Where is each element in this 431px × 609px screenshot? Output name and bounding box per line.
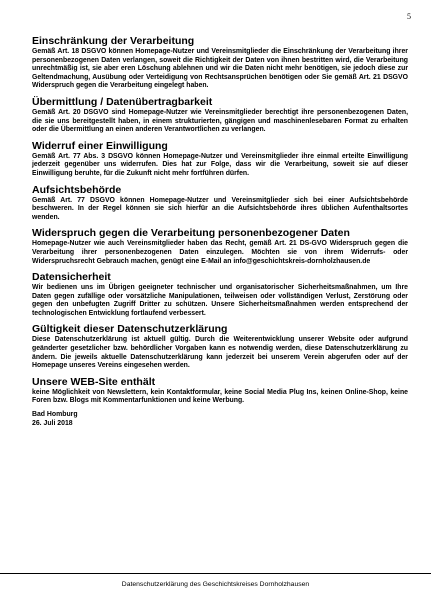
section-heading: Unsere WEB-Site enthält [32,375,156,388]
section-uebermittlung [32,96,408,135]
section-heading: Widerspruch gegen die Verarbeitung personenbezogener Daten [32,227,350,240]
section-widerspruch [32,227,408,266]
document-body [32,35,408,428]
section-text: Diese Datenschutzerklärung ist aktuell gültig. Durch die Weiterentwicklung unserer Website oder aufgrund geänderter gesetzlicher bzw. behördlicher Vorgaben kann es notwendig werden, diese Datenschutzerklärung zu ändern. Die jeweils aktuelle Datenschutzerklärung kann jederzeit bei unserem Verein abgerufen oder auf der Homepage unseres Vereins eingesehen werden. [32,336,408,370]
section-gueltigkeit [32,323,408,370]
section-heading: Widerruf einer Einwilligung [32,139,168,152]
section-text: Gemäß Art. 77 Abs. 3 DSGVO können Homepage-Nutzer und Vereinsmitglieder ihre einmal erteilte Einwilligung jederzeit gegenüber uns widerrufen. Dies hat zur Folge, dass wir die Verarbeitung, soweit sie auf dieser Einwilligung beruhte, für die Zukunft nicht mehr fortführen dürfen. [32,152,408,177]
section-text: Gemäß Art. 77 DSGVO können Homepage-Nutzer und Vereinsmitglieder sich bei einer Aufsichtsbehörde beschweren. In der Regel können sie sich hierfür an die Aufsichtsbehörde ihres üblichen Aufenthaltsortes wenden. [32,196,408,221]
footer-divider [0,573,431,574]
page-number: 5 [407,12,411,21]
signoff-date: 26. Juli 2018 [32,419,73,427]
section-text: keine Möglichkeit von Newslettern, kein Kontaktformular, keine Social Media Plug Ins, keinen Online-Shop, keine Foren bzw. Blogs mit Kommentarfunktionen und keine Werbung. [32,388,408,405]
section-text: Gemäß Art. 20 DSGVO sind Homepage-Nutzer wie Vereinsmitglieder berechtigt ihre personenbezogenen Daten, die sie uns bereitgestellt haben, in einem strukturierten, gängigen und maschinenlesebaren Format zu erhalten oder die Übermittlung an einen anderen Verantwortlichen zu verlangen. [32,108,408,134]
section-widerruf [32,140,408,179]
section-heading: Einschränkung der Verarbeitung [32,35,195,47]
section-web-site [32,376,408,406]
section-aufsichtsbehoerde [32,184,408,223]
section-text: Homepage-Nutzer wie auch Vereinsmitglieder haben das Recht, gemäß Art. 21 DS-GVO Widerspruch gegen die Verarbeitung ihrer personenbezogenen Daten einzulegen. Möchten sie von ihrem Widerrufs- oder Widerspruchsrecht Gebrauch machen, genügt eine E-Mail an info@geschichtskreis-dornholzhausen.de [32,240,408,265]
section-einschraenkung [32,35,408,91]
section-heading: Übermittlung / Datenübertragbarkeit [32,95,213,108]
section-text: Wir bedienen uns im Übrigen geeigneter technischer und organisatorischer Sicherheitsmaßnahmen, um Ihre Daten gegen zufällige oder vorsätzliche Manipulationen, teilweisen oder vollständigen Verlust, Zerstörung oder gegen den unbefugten Zugriff Dritter zu schützen. Unsere Sicherheitsmaßnahmen werden entsprechend der technologischen Entwicklung fortlaufend verbessert. [32,284,408,317]
section-text: Gemäß Art. 18 DSGVO können Homepage-Nutzer und Vereinsmitglieder die Einschränkung der Verarbeitung ihrer personenbezogenen Daten verlangen, soweit die Richtigkeit der Daten von ihnen bestritten wird, die Verarbeitung unrechtmäßig ist, sie aber eren Löschung ablehnen und wir die Daten nicht mehr benötigen, sie jedoch diese zur Geltendmachung, Ausübung oder Verteidigung von Rechtsansprüchen benötigen oder Sie gemäß Art. 21 DSGVO Widerspruch gegen die Verarbeitung eingelegt haben. [32,48,408,90]
section-heading: Aufsichtsbehörde [32,183,122,196]
signoff-place: Bad Homburg [32,411,78,419]
page-footer: Datenschutzerklärung des Geschichtskreises Dornholzhausen [121,581,310,588]
signoff [32,411,408,428]
section-heading: Gültigkeit dieser Datenschutzerklärung [32,323,228,336]
section-heading: Datensicherheit [32,271,111,284]
section-datensicherheit [32,271,408,318]
